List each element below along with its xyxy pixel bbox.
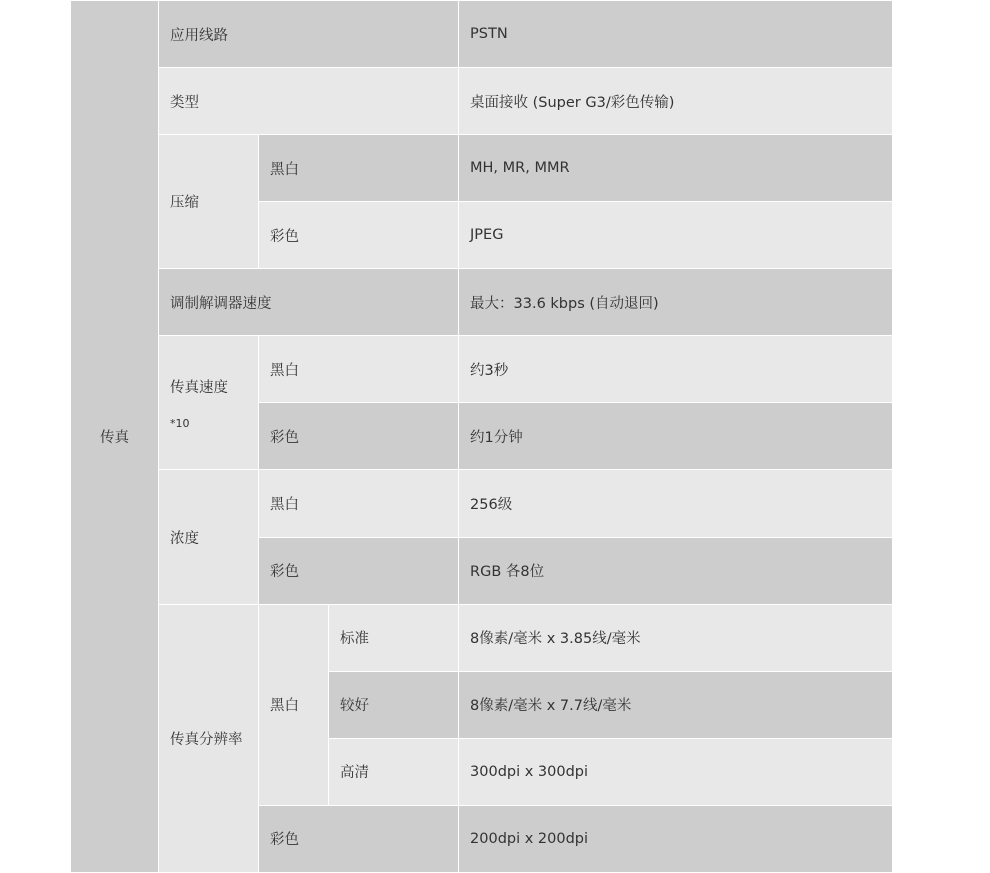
compression-color-value: JPEG	[459, 202, 893, 269]
compression-color-label: 彩色	[259, 202, 459, 269]
fax-spec-table	[70, 0, 893, 873]
density-label: 浓度	[159, 470, 259, 604]
resolution-hd-label: 高清	[329, 738, 459, 805]
density-bw-value: 256级	[459, 470, 893, 537]
resolution-label: 传真分辨率	[159, 604, 259, 872]
table-row	[71, 604, 893, 671]
table-row	[71, 269, 893, 336]
table-row	[71, 135, 893, 202]
fax-speed-color-label: 彩色	[259, 403, 459, 470]
fax-speed-color-value: 约1分钟	[459, 403, 893, 470]
resolution-color-label: 彩色	[259, 805, 459, 872]
fax-speed-label: 传真速度	[170, 379, 228, 396]
table-row	[71, 336, 893, 403]
modem-label: 调制解调器速度	[159, 269, 459, 336]
table-row	[71, 470, 893, 537]
type-label: 类型	[159, 68, 459, 135]
resolution-fine-value: 8像素/毫米 x 7.7线/毫米	[459, 671, 893, 738]
density-color-value: RGB 各8位	[459, 537, 893, 604]
line-value: PSTN	[459, 1, 893, 68]
density-color-label: 彩色	[259, 537, 459, 604]
compression-label: 压缩	[159, 135, 259, 269]
category-cell: 传真	[71, 1, 159, 873]
compression-bw-value: MH, MR, MMR	[459, 135, 893, 202]
fax-speed-label-cell	[159, 336, 259, 470]
resolution-fine-label: 较好	[329, 671, 459, 738]
table-row	[71, 1, 893, 68]
fax-speed-note: *10	[170, 416, 190, 430]
density-bw-label: 黑白	[259, 470, 459, 537]
fax-speed-bw-value: 约3秒	[459, 336, 893, 403]
resolution-bw-label: 黑白	[259, 604, 329, 805]
type-value: 桌面接收 (Super G3/彩色传输)	[459, 68, 893, 135]
fax-speed-bw-label: 黑白	[259, 336, 459, 403]
resolution-hd-value: 300dpi x 300dpi	[459, 738, 893, 805]
line-label: 应用线路	[159, 1, 459, 68]
resolution-standard-value: 8像素/毫米 x 3.85线/毫米	[459, 604, 893, 671]
resolution-standard-label: 标准	[329, 604, 459, 671]
resolution-color-value: 200dpi x 200dpi	[459, 805, 893, 872]
modem-value: 最大：33.6 kbps (自动退回)	[459, 269, 893, 336]
table-row	[71, 68, 893, 135]
compression-bw-label: 黑白	[259, 135, 459, 202]
